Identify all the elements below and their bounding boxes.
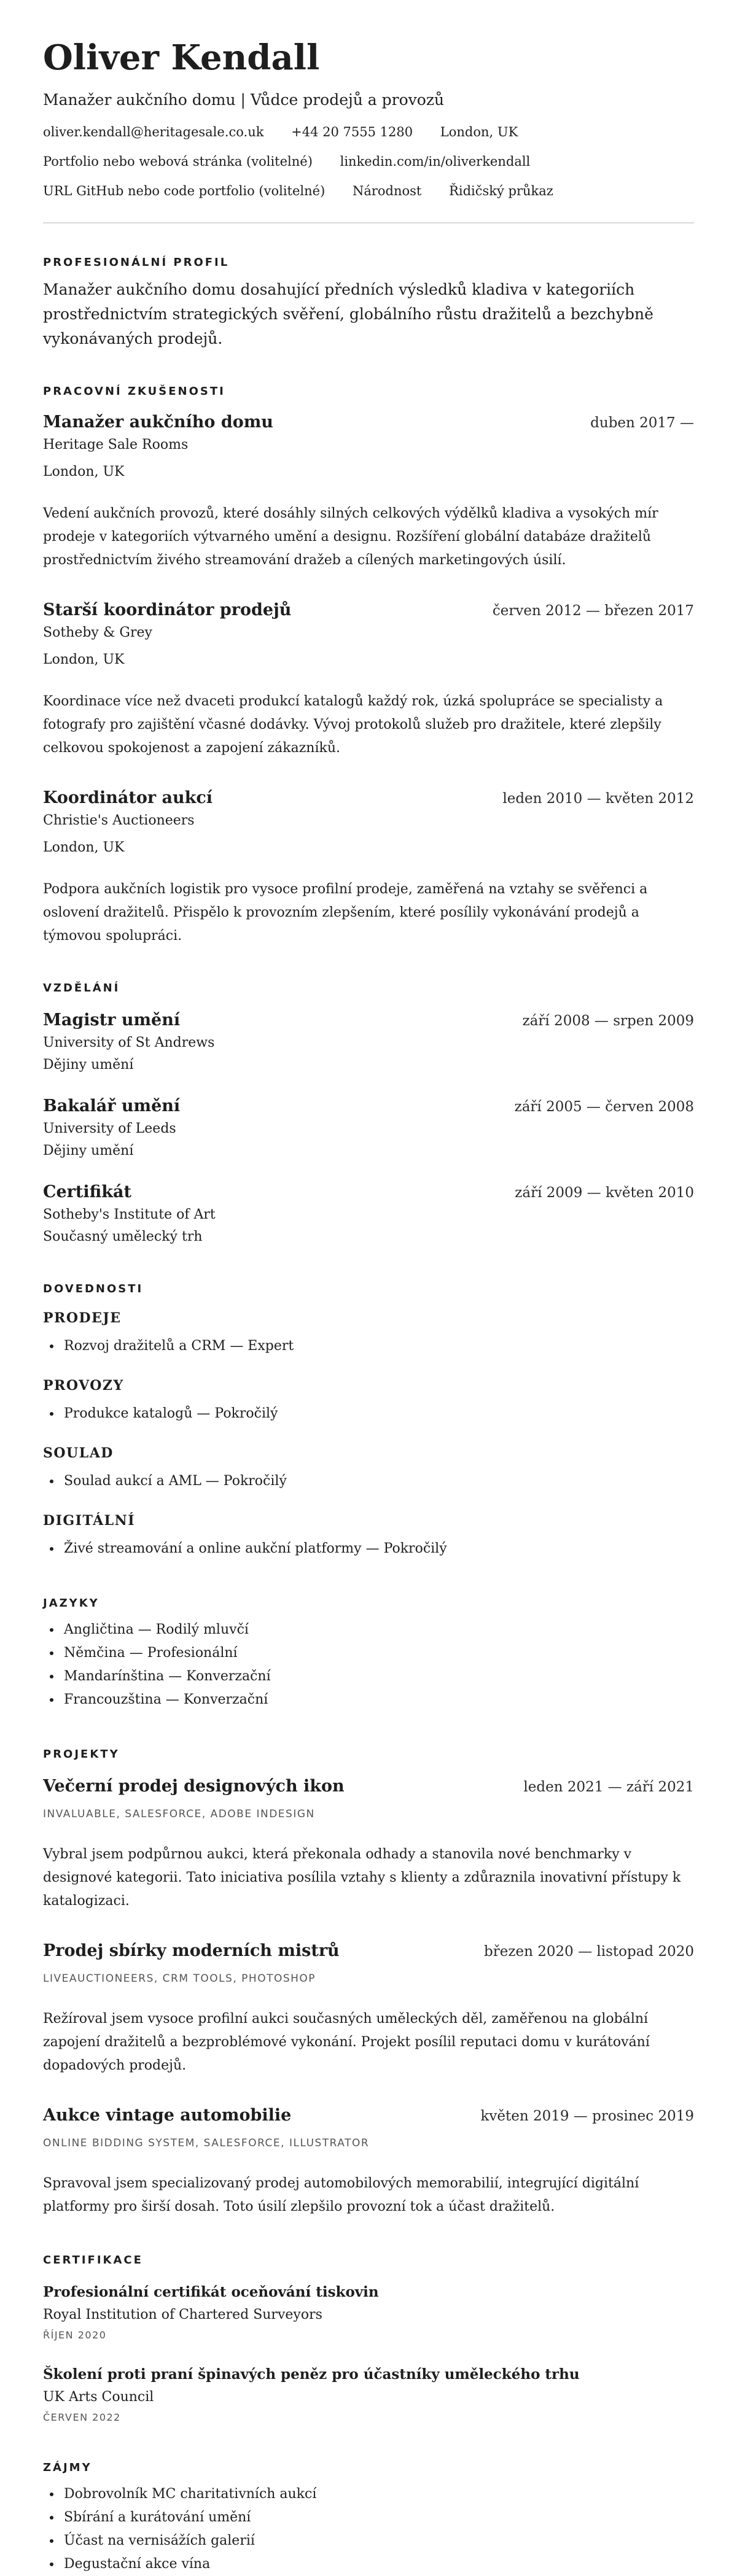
interests-heading: ZÁJMY [43, 2461, 92, 2474]
projects-heading: PROJEKTY [43, 1748, 120, 1761]
resume-header [43, 36, 694, 200]
contact-email[interactable]: oliver.kendall@heritagesale.co.uk [43, 125, 264, 139]
contact-location: London, UK [440, 125, 518, 139]
education-section [43, 981, 694, 1246]
skill-item: • Rozvoj dražitelů a CRM — Expert [61, 1335, 694, 1358]
degree-title: Magistr umění [43, 1011, 181, 1030]
degree-title: Bakalář umění [43, 1096, 181, 1115]
profile-section [43, 255, 694, 351]
job-description: Podpora aukčních logistik pro vysoce profilní prodeje, zaměřená na vztahy se svěřenci a oslovení dražitelů. Přispělo k provozním zlepšením, které posílily vykonávání prodejů a týmovou spolupráci. [43, 882, 648, 944]
job-dates: leden 2010 — květen 2012 [502, 791, 694, 807]
contact-phone[interactable]: +44 20 7555 1280 [291, 125, 413, 139]
contact-driving-license: Řidičský průkaz [449, 184, 553, 198]
skills-section [43, 1282, 694, 1561]
contact-github[interactable]: URL GitHub nebo code portfolio (volitelné) [43, 184, 326, 198]
languages-section [43, 1596, 694, 1712]
job-dates: duben 2017 — [590, 415, 694, 431]
interest-item: • Degustační akce vína [61, 2553, 694, 2576]
experience-heading: PRACOVNÍ ZKUŠENOSTI [43, 385, 225, 398]
skill-list [43, 1335, 694, 1358]
interest-list [43, 2483, 694, 2576]
experience-entry [43, 599, 694, 760]
job-dates: červen 2012 — březen 2017 [492, 603, 694, 619]
job-company: Sotheby & Grey [43, 625, 152, 640]
degree-dates: září 2008 — srpen 2009 [522, 1013, 694, 1029]
education-heading: VZDĚLÁNÍ [43, 982, 120, 995]
study-field: Dějiny umění [43, 1057, 134, 1073]
job-title: Koordinátor aukcí [43, 788, 213, 807]
education-entry [43, 1009, 694, 1074]
certification-date: ČERVEN 2022 [43, 2411, 121, 2423]
skill-item: • Soulad aukcí a AML — Pokročilý [61, 1470, 694, 1493]
project-tech: LIVEAUCTIONEERS, CRM TOOLS, PHOTOSHOP [43, 1973, 316, 1985]
project-description: Režíroval jsem vysoce profilní aukci současných uměleckých děl, zaměřenou na globální zapojení dražitelů a bezproblémové vykonání. Projekt posílil reputaci domu v kurátování dopadových prodejů. [43, 2011, 650, 2073]
interest-item: • Dobrovolník MC charitativních aukcí [61, 2483, 694, 2506]
skill-category-title: SOULAD [43, 1445, 114, 1461]
study-field: Současný umělecký trh [43, 1229, 203, 1244]
education-entry [43, 1181, 694, 1246]
contact-nationality: Národnost [352, 184, 422, 198]
job-location: London, UK [43, 464, 125, 479]
certification-entry [43, 2283, 694, 2343]
job-description: Vedení aukčních provozů, které dosáhly silných celkových výdělků kladiva a vysokých mír prodeje v kategoriích výtvarného umění a designu. Rozšíření globální databáze dražitelů prostřednictvím živého streamování dražeb a cílených marketingových úsilí. [43, 506, 658, 568]
projects-section [43, 1747, 694, 2219]
project-title: Večerní prodej designových ikon [43, 1777, 345, 1796]
candidate-name: Oliver Kendall [43, 37, 320, 78]
contact-row-1 [43, 123, 694, 141]
job-company: Christie's Auctioneers [43, 813, 195, 828]
skill-list [43, 1402, 694, 1426]
degree-dates: září 2005 — červen 2008 [514, 1099, 694, 1115]
skills-heading: DOVEDNOSTI [43, 1282, 144, 1295]
job-company: Heritage Sale Rooms [43, 437, 189, 452]
contact-portfolio[interactable]: Portfolio nebo webová stránka (volitelné) [43, 154, 313, 169]
education-entry [43, 1095, 694, 1160]
project-dates: květen 2019 — prosinec 2019 [480, 2108, 694, 2124]
certification-entry [43, 2365, 694, 2425]
degree-dates: září 2009 — květen 2010 [515, 1185, 694, 1201]
header-divider [43, 222, 694, 223]
profile-heading: PROFESIONÁLNÍ PROFIL [43, 256, 230, 269]
interest-item: • Sbírání a kurátování umění [61, 2506, 694, 2529]
skill-category-title: DIGITÁLNÍ [43, 1513, 136, 1529]
job-description: Koordinace více než dvaceti produkcí katalogů každý rok, úzká spolupráce se specialisty a fotografy pro zajištění včasné dodávky. Vývoj protokolů služeb pro dražitele, které zlepšily celkovou spokojenost a zapojení zákazníků. [43, 694, 663, 756]
interest-item: • Účast na vernisážích galerií [61, 2529, 694, 2553]
candidate-subtitle: Manažer aukčního domu | Vůdce prodejů a provozů [43, 91, 445, 109]
skill-category-title: PROVOZY [43, 1378, 124, 1394]
project-description: Spravoval jsem specializovaný prodej automobilových memorabilií, integrující digitální platformy pro širší dosah. Toto úsilí zlepšilo provozní tok a účast dražitelů. [43, 2176, 639, 2214]
certification-name: Školení proti praní špinavých peněz pro účastníky uměleckého trhu [43, 2366, 580, 2383]
language-item: • Angličtina — Rodilý mluvčí [61, 1618, 694, 1642]
school-name: University of Leeds [43, 1121, 176, 1136]
project-title: Prodej sbírky moderních mistrů [43, 1941, 340, 1960]
skill-list [43, 1470, 694, 1493]
project-entry [43, 1775, 694, 1913]
project-tech: ONLINE BIDDING SYSTEM, SALESFORCE, ILLUSTRATOR [43, 2137, 370, 2149]
job-title: Starší koordinátor prodejů [43, 600, 292, 619]
degree-title: Certifikát [43, 1182, 131, 1201]
certification-issuer: UK Arts Council [43, 2389, 154, 2405]
language-list [43, 1618, 694, 1712]
job-location: London, UK [43, 840, 125, 855]
contact-row-2 [43, 152, 694, 171]
project-title: Aukce vintage automobilie [43, 2106, 292, 2125]
experience-entry [43, 787, 694, 948]
school-name: University of St Andrews [43, 1035, 215, 1050]
skill-category-title: PRODEJE [43, 1310, 122, 1326]
languages-heading: JAZYKY [43, 1597, 99, 1610]
interests-section [43, 2461, 694, 2576]
contact-row-3 [43, 182, 694, 200]
skill-item: • Živé streamování a online aukční platformy — Pokročilý [61, 1537, 694, 1561]
project-entry [43, 1940, 694, 2077]
project-tech: INVALUABLE, SALESFORCE, ADOBE INDESIGN [43, 1808, 315, 1820]
project-entry [43, 2105, 694, 2219]
experience-entry [43, 411, 694, 572]
certifications-heading: CERTIFIKACE [43, 2254, 143, 2267]
certifications-section [43, 2253, 694, 2425]
project-dates: březen 2020 — listopad 2020 [484, 1944, 694, 1960]
certification-name: Profesionální certifikát oceňování tiskovin [43, 2284, 379, 2300]
certification-issuer: Royal Institution of Chartered Surveyors [43, 2307, 322, 2322]
skill-item: • Produkce katalogů — Pokročilý [61, 1402, 694, 1426]
language-item: • Francouzština — Konverzační [61, 1688, 694, 1712]
project-description: Vybral jsem podpůrnou aukci, která překonala odhady a stanovila nové benchmarky v designové kategorii. Tato iniciativa posílila vztahy s klienty a zdůraznila inovativní přístupy k katalogizaci. [43, 1847, 681, 1909]
experience-section [43, 384, 694, 948]
contact-linkedin[interactable]: linkedin.com/in/oliverkendall [340, 154, 531, 169]
project-dates: leden 2021 — září 2021 [523, 1779, 694, 1795]
skill-list [43, 1537, 694, 1561]
school-name: Sotheby's Institute of Art [43, 1207, 216, 1222]
study-field: Dějiny umění [43, 1143, 134, 1158]
profile-summary: Manažer aukčního domu dosahující předních výsledků kladiva v kategoriích prostřednictvím strategických svěření, globálního růstu dražitelů a bezchybně vykonávaných prodejů. [43, 281, 653, 347]
job-title: Manažer aukčního domu [43, 413, 273, 432]
language-item: • Mandarínština — Konverzační [61, 1665, 694, 1688]
job-location: London, UK [43, 652, 125, 667]
certification-date: ŘÍJEN 2020 [43, 2329, 107, 2341]
language-item: • Němčina — Profesionální [61, 1642, 694, 1665]
